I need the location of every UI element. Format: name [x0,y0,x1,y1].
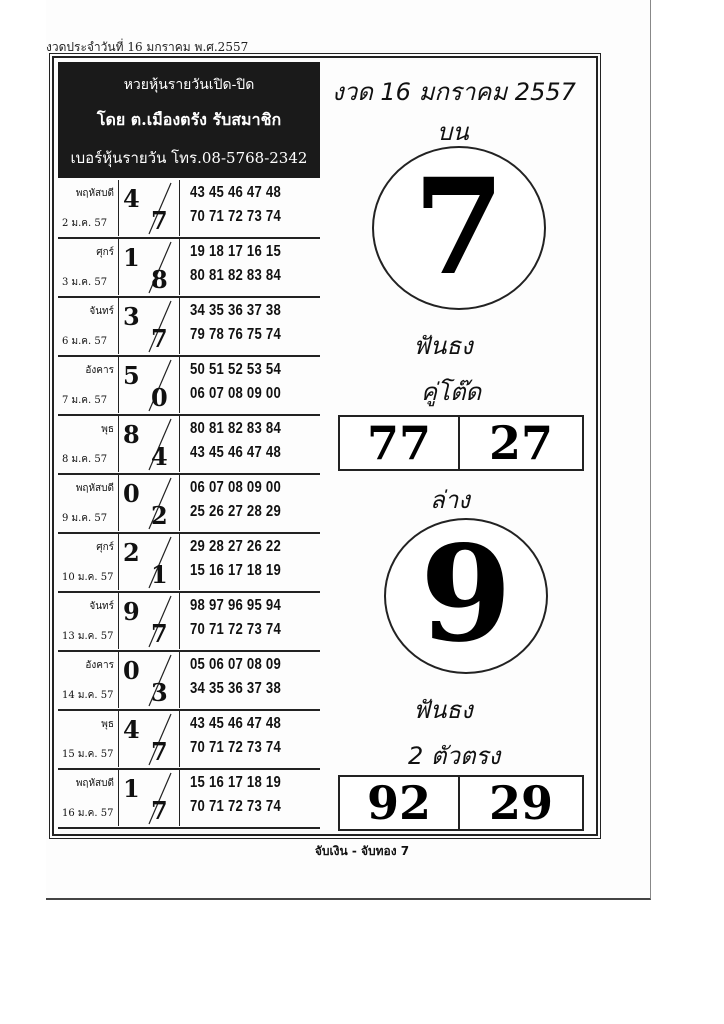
top-digit: 9 [123,597,140,626]
day-name: พฤหัสบดี [75,483,114,494]
lower-number-circle [384,518,548,674]
number-line-1: 43 45 46 47 48 [190,715,281,732]
table-row [58,416,320,475]
upper-label: บน [437,118,469,146]
numbers-cell [180,180,320,236]
day-date: 9 ม.ค. 57 [62,513,108,524]
digit-cell [119,711,180,767]
day-cell [58,652,119,708]
top-digit: 2 [123,538,140,567]
bottom-digit: 2 [151,501,168,530]
pair-number-1: 77 [366,416,431,470]
title-line-1: หวยหุ้นรายวันเปิด-ปิด [123,77,255,93]
lower-number: 9 [420,517,512,672]
digit-cell [119,416,180,472]
pair-label: คู่โต๊ด [421,378,482,406]
table-row [58,180,320,239]
number-line-2: 06 07 08 09 00 [190,385,281,402]
top-digit: 1 [123,774,140,803]
fan-label-lower: ฟันธง [413,696,473,724]
day-date: 2 ม.ค. 57 [62,218,108,229]
number-line-1: 19 18 17 16 15 [190,243,281,260]
digit-cell [119,770,180,826]
issue-date-header: งวดประจำวันที่ 16 มกราคม พ.ศ.2557 [46,40,249,54]
day-cell [58,416,119,472]
lower-label: ล่าง [430,486,470,514]
numbers-cell [180,534,320,590]
digit-cell [119,534,180,590]
number-line-1: 34 35 36 37 38 [190,302,281,319]
fan-label-upper: ฟันธง [413,332,473,360]
day-cell [58,298,119,354]
upper-number: 7 [413,150,505,305]
day-date: 6 ม.ค. 57 [62,336,108,347]
day-date: 10 ม.ค. 57 [62,572,114,583]
day-cell [58,770,119,826]
table-row [58,652,320,711]
top-digit: 1 [123,243,140,272]
day-cell [58,239,119,295]
day-cell [58,357,119,413]
number-line-2: 15 16 17 18 19 [190,562,281,579]
number-line-1: 80 81 82 83 84 [190,420,281,437]
bottom-digit: 1 [151,560,168,589]
day-name: อังคาร [85,365,114,376]
bottom-digit: 3 [151,678,168,707]
two-digit-number-1: 92 [366,776,431,830]
draw-date-title: งวด 16 มกราคม 2557 [332,78,576,106]
title-line-3: เบอร์หุ้นรายวัน โทร.08-5768-2342 [70,149,308,167]
number-line-2: 80 81 82 83 84 [190,267,281,284]
numbers-cell [180,475,320,531]
bottom-digit: 0 [151,383,168,412]
pair-number-2: 27 [488,416,553,470]
table-row [58,298,320,357]
number-line-2: 34 35 36 37 38 [190,680,281,697]
top-digit: 8 [123,420,140,449]
bottom-digit: 7 [151,737,168,766]
top-digit: 5 [123,361,140,390]
number-line-1: 50 51 52 53 54 [190,361,281,378]
day-cell [58,711,119,767]
day-cell [58,593,119,649]
table-row [58,357,320,416]
table-row [58,770,320,829]
day-date: 8 ม.ค. 57 [62,454,108,465]
number-line-2: 79 78 76 75 74 [190,326,281,343]
bottom-digit: 7 [151,796,168,825]
day-date: 7 ม.ค. 57 [62,395,108,406]
number-line-1: 05 06 07 08 09 [190,656,281,673]
day-name: พฤหัสบดี [75,778,114,789]
top-digit: 4 [123,715,140,744]
table-row [58,239,320,298]
two-digit-number-2: 29 [488,776,553,830]
number-line-2: 70 71 72 73 74 [190,208,281,225]
day-date: 16 ม.ค. 57 [62,808,114,819]
day-date: 15 ม.ค. 57 [62,749,114,760]
number-line-2: 25 26 27 28 29 [190,503,281,520]
title-box [58,62,320,178]
bottom-digit: 8 [151,265,168,294]
day-name: จันทร์ [89,601,114,612]
day-name: ศุกร์ [96,542,114,553]
number-line-2: 70 71 72 73 74 [190,739,281,756]
numbers-cell [180,770,320,826]
table-row [58,593,320,652]
top-digit: 0 [123,479,140,508]
numbers-cell [180,416,320,472]
digit-cell [119,357,180,413]
digit-cell [119,652,180,708]
numbers-cell [180,357,320,413]
day-name: จันทร์ [89,306,114,317]
day-name: พฤหัสบดี [75,188,114,199]
bottom-digit: 7 [151,206,168,235]
digit-cell [119,239,180,295]
day-name: ศุกร์ [96,247,114,258]
number-line-1: 15 16 17 18 19 [190,774,281,791]
top-digit: 0 [123,656,140,685]
title-line-2: โดย ต.เมืองตรัง รับสมาชิก [96,110,282,129]
numbers-cell [180,239,320,295]
table-row [58,711,320,770]
digit-cell [119,298,180,354]
day-cell [58,180,119,236]
number-line-1: 29 28 27 26 22 [190,538,281,555]
bottom-digit: 4 [151,442,168,471]
digit-cell [119,593,180,649]
top-digit: 4 [123,184,140,213]
numbers-cell [180,652,320,708]
day-date: 13 ม.ค. 57 [62,631,114,642]
day-cell [58,534,119,590]
top-digit: 3 [123,302,140,331]
digit-cell [119,180,180,236]
numbers-cell [180,711,320,767]
day-name: พุธ [101,719,114,730]
table-row [58,475,320,534]
number-line-1: 06 07 08 09 00 [190,479,281,496]
number-line-2: 70 71 72 73 74 [190,621,281,638]
page-footer: จับเงิน - จับทอง 7 [314,844,410,858]
day-cell [58,475,119,531]
two-digit-box [338,775,584,831]
number-line-1: 98 97 96 95 94 [190,597,281,614]
day-name: พุธ [101,424,114,435]
table-row [58,534,320,593]
number-line-2: 43 45 46 47 48 [190,444,281,461]
digit-cell [119,475,180,531]
numbers-cell [180,593,320,649]
day-date: 3 ม.ค. 57 [62,277,108,288]
day-date: 14 ม.ค. 57 [62,690,114,701]
day-name: อังคาร [85,660,114,671]
upper-number-circle [372,146,546,310]
number-line-2: 70 71 72 73 74 [190,798,281,815]
numbers-cell [180,298,320,354]
two-digit-label: 2 ตัวตรง [408,742,501,770]
number-line-1: 43 45 46 47 48 [190,184,281,201]
pair-box [338,415,584,471]
bottom-digit: 7 [151,324,168,353]
bottom-digit: 7 [151,619,168,648]
